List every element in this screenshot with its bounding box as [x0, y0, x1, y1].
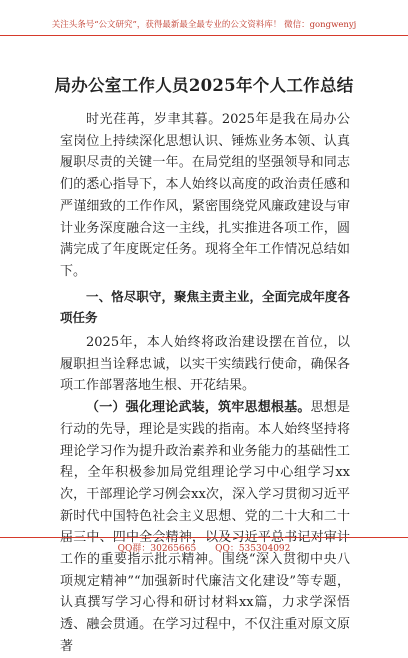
contact-footer — [0, 537, 408, 559]
header-banner: 关注头条号“公文研究”，获得最新最全最专业的公文资料库！ 微信：gongwenyj — [0, 14, 408, 36]
section-intro-paragraph: 2025年，本人始终将政治建设摆在首位，以履职担当诠释忠诚，以实干实绩践行使命，确保各项工作部署落地生根、开花结果。 — [60, 335, 350, 394]
intro-paragraph: 时光荏苒，岁聿其暮。2025年是我在局办公室岗位上持续深化思想认识、锤炼业务本领、认真履职尽责的关键一年。在局党组的坚强领导和同志们的悉心指导下，本人始终以高度的政治责任感和严谨细致的工作作风，紧密围绕党风廉政建设与审计业务深度融合这一主线，扎实推进各项工作，圆满完成了年度既定任务。现将全年工作情况总结如下。 — [60, 112, 350, 279]
document-body — [60, 109, 350, 658]
document-title: 局办公室工作人员2025年个人工作总结 — [54, 76, 354, 95]
qq-group: QQ群：30265665 — [117, 544, 197, 554]
subsection-text: 思想是行动的先导，理论是实践的指南。本人始终坚持将理论学习作为提升政治素养和业务能力的基础性工程，全年积极参加局党组理论学习中心组学习xx次，干部理论学习例会xx次，深入学习贯彻习近平新时代中国特色社会主义思想、党的二十大和二十届三中、四中全会精神，以及习近平总书记对审计工作的重要指示批示精神。围绕“深入贯彻中央八项规定精神”“加强新时代廉洁文化建设”等专题，认真撰写学习心得和研讨材料xx篇，力求学深悟透、融会贯通。在学习过程中，不仅注重对原文原著 — [60, 400, 350, 654]
subsection-lead: （一）强化理论武装，筑牢思想根基。 — [86, 400, 311, 416]
qq-contact: QQ：535304092 — [215, 544, 291, 554]
section-heading: 一、恪尽职守，聚焦主责主业，全面完成年度各项任务 — [60, 288, 350, 326]
subsection-paragraph — [60, 397, 350, 657]
